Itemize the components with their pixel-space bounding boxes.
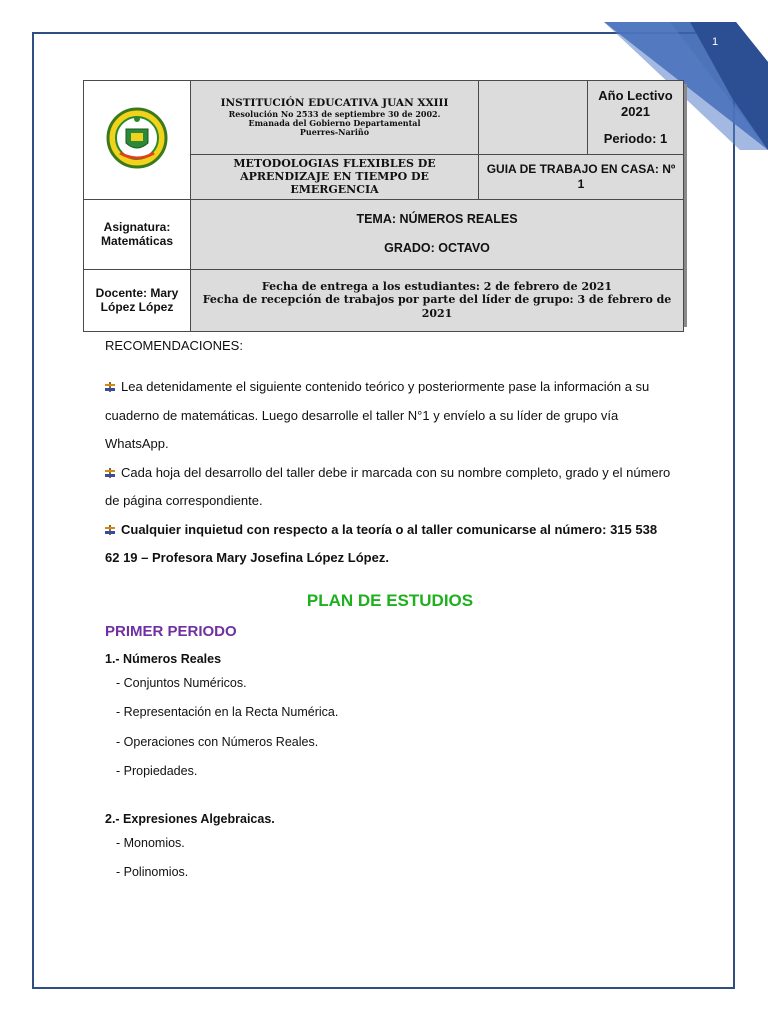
recommendations-title: RECOMENDACIONES: <box>105 338 243 353</box>
year-value: 2021 <box>621 103 650 119</box>
period-title: PRIMER PERIODO <box>105 622 237 640</box>
location-text: Puerres-Nariño <box>299 127 370 138</box>
year-period-cell <box>479 81 684 155</box>
plan-title: PLAN DE ESTUDIOS <box>306 590 474 610</box>
bullet-icon <box>105 468 115 478</box>
list-item: - Operaciones con Números Reales. <box>116 734 319 749</box>
institution-info-cell <box>191 81 479 155</box>
list-item: - Propiedades. <box>116 764 198 778</box>
issued-by-text: Emanada del Gobierno Departamental <box>248 118 421 129</box>
delivery-date: Fecha de entrega a los estudiantes: 2 de febrero de 2021 <box>261 280 613 294</box>
list-item: - Monomios. <box>116 835 185 850</box>
teacher-cell: Docente: Mary López López <box>84 269 191 331</box>
subject-cell: Asignatura: Matemáticas <box>84 199 191 269</box>
list-item: - Representación en la Recta Numérica. <box>116 705 339 719</box>
year-label: Año Lectivo <box>598 88 673 104</box>
grade-text: GRADO: OCTAVO <box>384 241 490 256</box>
list-item: - Polinomios. <box>116 865 189 879</box>
school-crest-logo <box>106 107 168 169</box>
topic-heading-1: 1.- Números Reales <box>105 651 222 666</box>
school-logo-cell <box>84 81 191 200</box>
institution-header-table <box>83 80 684 332</box>
bullet-icon <box>105 382 115 392</box>
document-body <box>105 336 675 888</box>
topic-text: TEMA: NÚMEROS REALES <box>356 212 518 227</box>
dates-cell <box>191 269 684 331</box>
period-label: Periodo: 1 <box>603 131 668 147</box>
topic-heading-2: 2.- Expresiones Algebraicas. <box>105 811 275 826</box>
recommendation-3: Cualquier inquietud con respecto a la teoría o al taller comunicarse al número: 315 538 62 19 – Profesora Mary Josefina López López. <box>105 521 658 565</box>
recommendation-1: Lea detenidamente el siguiente contenido teórico y posteriormente pase la información a su cuaderno de matemáticas. Luego desarrolle el taller N°1 y envíelo a su líder de grupo vía WhatsApp. <box>105 379 650 451</box>
reception-date: Fecha de recepción de trabajos por parte del líder de grupo: 3 de febrero de 2021 <box>202 293 672 320</box>
page-number: 1 <box>711 36 719 48</box>
recommendation-2: Cada hoja del desarrollo del taller debe ir marcada con su nombre completo, grado y el número de página correspondiente. <box>105 464 671 508</box>
topic-grade-cell <box>191 199 684 269</box>
resolution-text: Resolución No 2533 de septiembre 30 de 2002. <box>228 109 441 120</box>
institution-name: INSTITUCIÓN EDUCATIVA JUAN XXIII <box>220 97 449 110</box>
topic-list-2 <box>105 829 675 888</box>
bullet-icon <box>105 525 115 535</box>
topic-list-1 <box>105 669 675 787</box>
list-item: - Conjuntos Numéricos. <box>116 675 247 690</box>
guide-cell: GUIA DE TRABAJO EN CASA: Nº 1 <box>479 155 684 200</box>
methodology-cell: METODOLOGIAS FLEXIBLES DE APRENDIZAJE EN TIEMPO DE EMERGENCIA <box>191 155 479 200</box>
